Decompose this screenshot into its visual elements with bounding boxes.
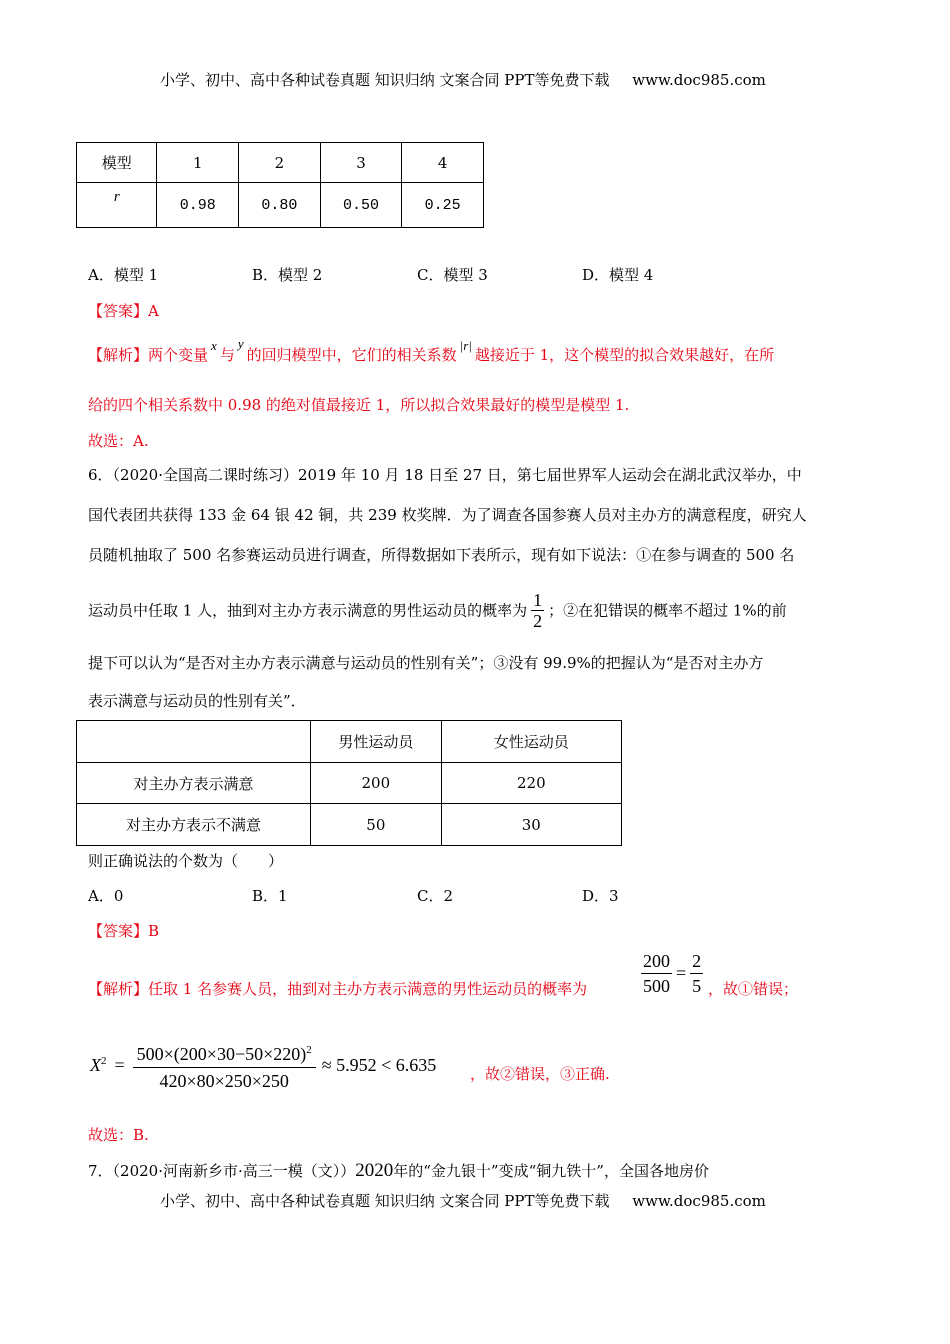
q5-option-d: D．模型 4 [582, 266, 654, 284]
fraction-2-5 [690, 951, 703, 996]
q6-line3: 员随机抽取了 500 名参赛运动员进行调查，所得数据如下表所示，现有如下说法：①在参与调查的 500 名 [88, 546, 795, 564]
fraction-numerator: 2 [690, 951, 703, 974]
model-table-cell: 3 [320, 143, 402, 183]
q6-line1: 6．（2020·全国高二课时练习）2019 年 10 月 18 日至 27 日，第七届世界军人运动会在湖北武汉举办，中 [88, 466, 802, 484]
q6-question: 则正确说法的个数为（ ） [88, 852, 284, 870]
survey-table-cell: 对主办方表示满意 [77, 763, 311, 804]
model-table-cell: 0.25 [402, 183, 484, 228]
q6-text: 运动员中任取 1 人，抽到对主办方表示满意的男性运动员的概率为 [88, 601, 528, 620]
q5-option-a: A．模型 1 [88, 266, 159, 284]
q7-year: 2020 [355, 1160, 394, 1181]
survey-table-cell: 对主办方表示不满意 [77, 804, 311, 846]
fraction-numerator: 1 [533, 590, 543, 610]
q6-line6: 表示满意与运动员的性别有关”． [88, 692, 306, 710]
survey-table [76, 720, 622, 846]
chi-numerator-exponent: 2 [306, 1044, 312, 1056]
model-table-cell: 0.80 [239, 183, 321, 228]
fraction-numerator: 200 [641, 951, 672, 974]
fraction-denominator: 500 [643, 976, 670, 996]
r-symbol: r [113, 189, 120, 205]
survey-table-cell: 女性运动员 [441, 721, 621, 763]
header-text: 小学、初中、高中各种试卷真题 知识归纳 文案合同 PPT等免费下载 [160, 71, 610, 89]
model-table-cell: 模型 [77, 143, 157, 183]
q5-option-b: B．模型 2 [252, 266, 323, 284]
chi-exponent: 2 [101, 1055, 107, 1067]
model-table-cell: 0.50 [320, 183, 402, 228]
page-footer [160, 1190, 766, 1211]
model-table-cell [77, 183, 157, 228]
q5-option-c: C．模型 3 [417, 266, 488, 284]
chi-numerator [133, 1040, 316, 1068]
q5-answer: 【答案】A [88, 302, 159, 320]
footer-text: 小学、初中、高中各种试卷真题 知识归纳 文案合同 PPT等免费下载 [160, 1192, 610, 1210]
fraction-denominator: 2 [533, 611, 543, 631]
footer-url: www.doc985.com [632, 1192, 766, 1210]
var-x: x [211, 338, 217, 353]
analysis-tag: 【解析】 [88, 980, 149, 998]
equals-sign: = [114, 1055, 125, 1075]
q5-select: 故选：A. [88, 432, 149, 450]
var-y: y [237, 336, 244, 351]
q6-analysis-tail: ，故①错误； [708, 980, 799, 998]
q6-text: ；②在犯错误的概率不超过 1%的前 [548, 601, 787, 620]
probability-formula [641, 951, 703, 996]
q6-select: 故选：B. [88, 1126, 149, 1144]
chi-square-fraction [133, 1040, 316, 1091]
fraction-one-half [531, 590, 544, 631]
q6-line2: 国代表团共获得 133 金 64 银 42 铜，共 239 枚奖牌．为了调查各国参赛人员对主办方的满意程度，研究人 [88, 506, 807, 524]
q7-prefix: 7．（2020·河南新乡市·高三一模（文）） [88, 1162, 356, 1180]
q6-option-a: A．0 [88, 887, 124, 905]
analysis-text: 与 [219, 346, 235, 364]
survey-table-cell: 30 [441, 804, 621, 846]
chi-denominator: 420×80×250×250 [159, 1071, 289, 1091]
q6-option-c: C．2 [417, 887, 454, 905]
chi-result: ≈ 5.952 < 6.635 [321, 1055, 437, 1075]
analysis-text: 两个变量 [148, 346, 209, 364]
page-header [160, 69, 766, 90]
equals-sign: = [676, 963, 687, 983]
model-table [76, 142, 484, 228]
model-table-cell: 1 [157, 143, 239, 183]
q6-analysis-line1 [88, 978, 587, 1000]
survey-table-cell: 男性运动员 [311, 721, 442, 763]
header-url: www.doc985.com [632, 71, 766, 89]
survey-table-cell: 200 [311, 763, 442, 804]
q6-option-d: D．3 [582, 887, 619, 905]
fraction-200-500 [641, 951, 672, 996]
chi-numerator-text: 500×(200×30−50×220) [136, 1044, 307, 1064]
analysis-text: 越接近于 1，这个模型的拟合效果越好，在所 [474, 346, 775, 364]
model-table-cell: 4 [402, 143, 484, 183]
q7-line1 [88, 1160, 709, 1182]
model-table-cell: 2 [239, 143, 321, 183]
survey-table-cell [77, 721, 311, 763]
q7-text: 年的“金九银十”变成“铜九铁十”，全国各地房价 [393, 1162, 709, 1180]
model-table-cell: 0.98 [157, 183, 239, 228]
survey-table-cell: 220 [441, 763, 621, 804]
abs-r: |r| [459, 338, 472, 353]
q6-line5: 提下可以认为“是否对主办方表示满意与运动员的性别有关”；③没有 99.9%的把握认为“是否对主办方 [88, 654, 764, 672]
analysis-tag: 【解析】 [88, 346, 149, 364]
q5-analysis-line1 [88, 336, 775, 367]
survey-table-cell: 50 [311, 804, 442, 846]
q6-option-b: B．1 [252, 887, 288, 905]
fraction-denominator: 5 [692, 976, 702, 996]
analysis-text: 任取 1 名参赛人员，抽到对主办方表示满意的男性运动员的概率为 [148, 980, 588, 998]
q6-line4 [88, 590, 787, 631]
q6-analysis-conclusion: ，故②错误，③正确. [470, 1065, 610, 1083]
analysis-text: 的回归模型中，它们的相关系数 [246, 346, 457, 364]
chi-symbol: X [90, 1055, 101, 1075]
q6-answer: 【答案】B [88, 922, 160, 940]
chi-square-formula [90, 1040, 436, 1091]
q5-analysis-line2: 给的四个相关系数中 0.98 的绝对值最接近 1，所以拟合效果最好的模型是模型 1. [88, 396, 630, 414]
